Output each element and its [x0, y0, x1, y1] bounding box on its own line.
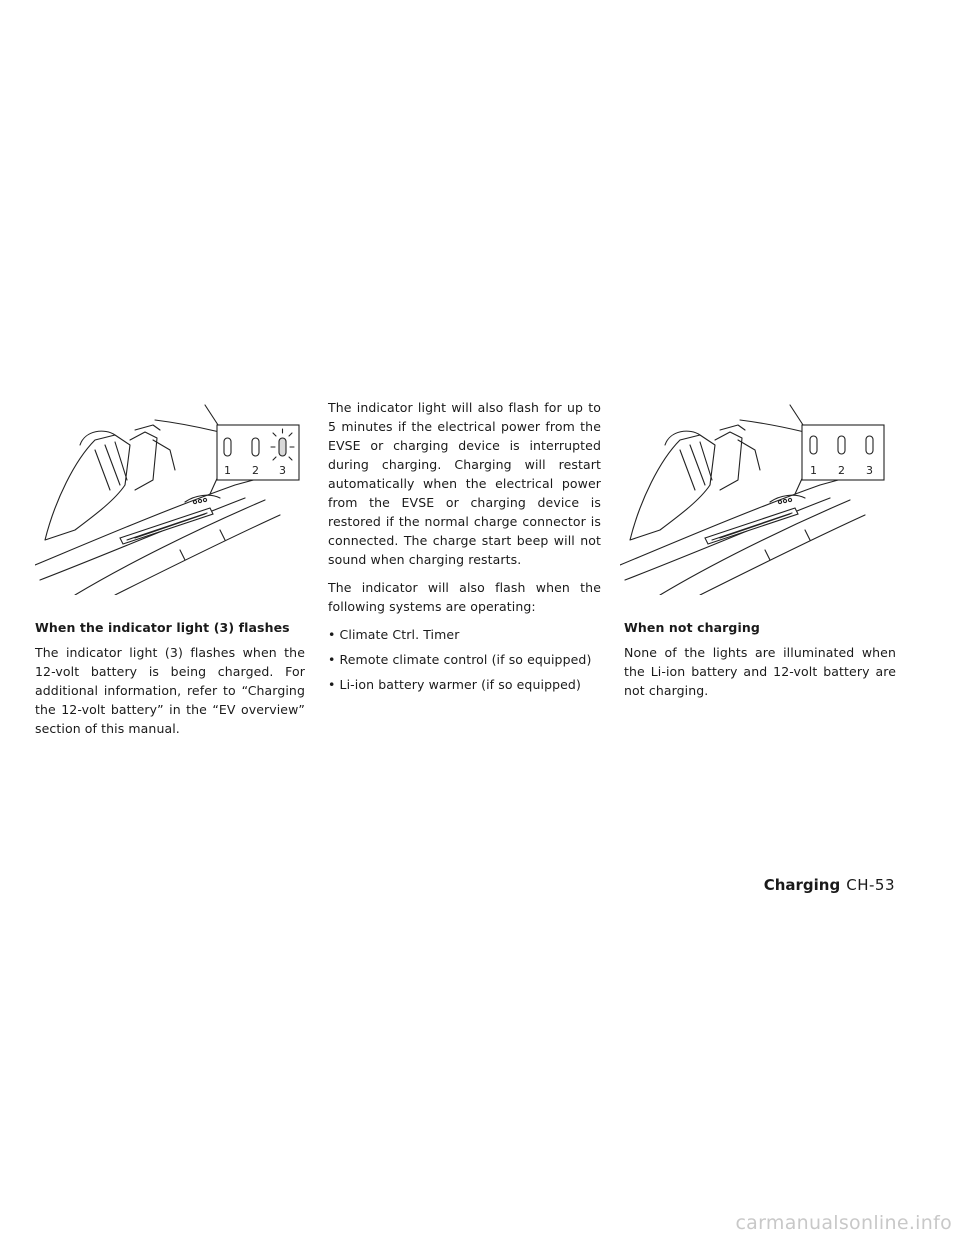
page-number: CH-53 [846, 876, 895, 894]
bullet-item: • Li-ion battery warmer (if so equipped) [328, 677, 581, 692]
paragraph-not-charging: None of the lights are illuminated when the Li-ion battery and 12-volt battery are not charging. [624, 645, 896, 698]
bullet-item: • Remote climate control (if so equipped) [328, 652, 592, 667]
illus-label-2: 2 [252, 464, 259, 477]
page-footer [764, 876, 895, 894]
illus-label-3: 3 [866, 464, 873, 477]
dashboard-illustration-flashing [35, 390, 305, 595]
dashboard-illustration-off [620, 390, 895, 595]
watermark: carmanualsonline.info [735, 1212, 952, 1234]
illus-label-2: 2 [838, 464, 845, 477]
middle-column [328, 398, 601, 700]
section-heading-flashes: When the indicator light (3) flashes [35, 620, 290, 635]
left-column [35, 618, 305, 747]
illus-label-1: 1 [810, 464, 817, 477]
illus-label-3: 3 [279, 464, 286, 477]
paragraph-systems: The indicator will also flash when the following systems are operating: [328, 580, 601, 614]
illus-label-1: 1 [224, 464, 231, 477]
right-column [624, 618, 896, 709]
bullet-item: • Climate Ctrl. Timer [328, 627, 460, 642]
paragraph-flashes: The indicator light (3) flashes when the 12-volt battery is being charged. For additional information, refer to “Charging the 12-volt battery” in the “EV overview” section of this manual. [35, 645, 305, 736]
footer-section: Charging [763, 876, 841, 894]
section-heading-not-charging: When not charging [624, 620, 760, 635]
paragraph-interrupted: The indicator light will also flash for up to 5 minutes if the electrical power from the EVSE or charging device is interrupted during charging. Charging will restart automatically when the electrical power from the EVSE or charging device is restored if the normal charge connector is connected. The charge start beep will not sound when charging restarts. [328, 400, 601, 567]
